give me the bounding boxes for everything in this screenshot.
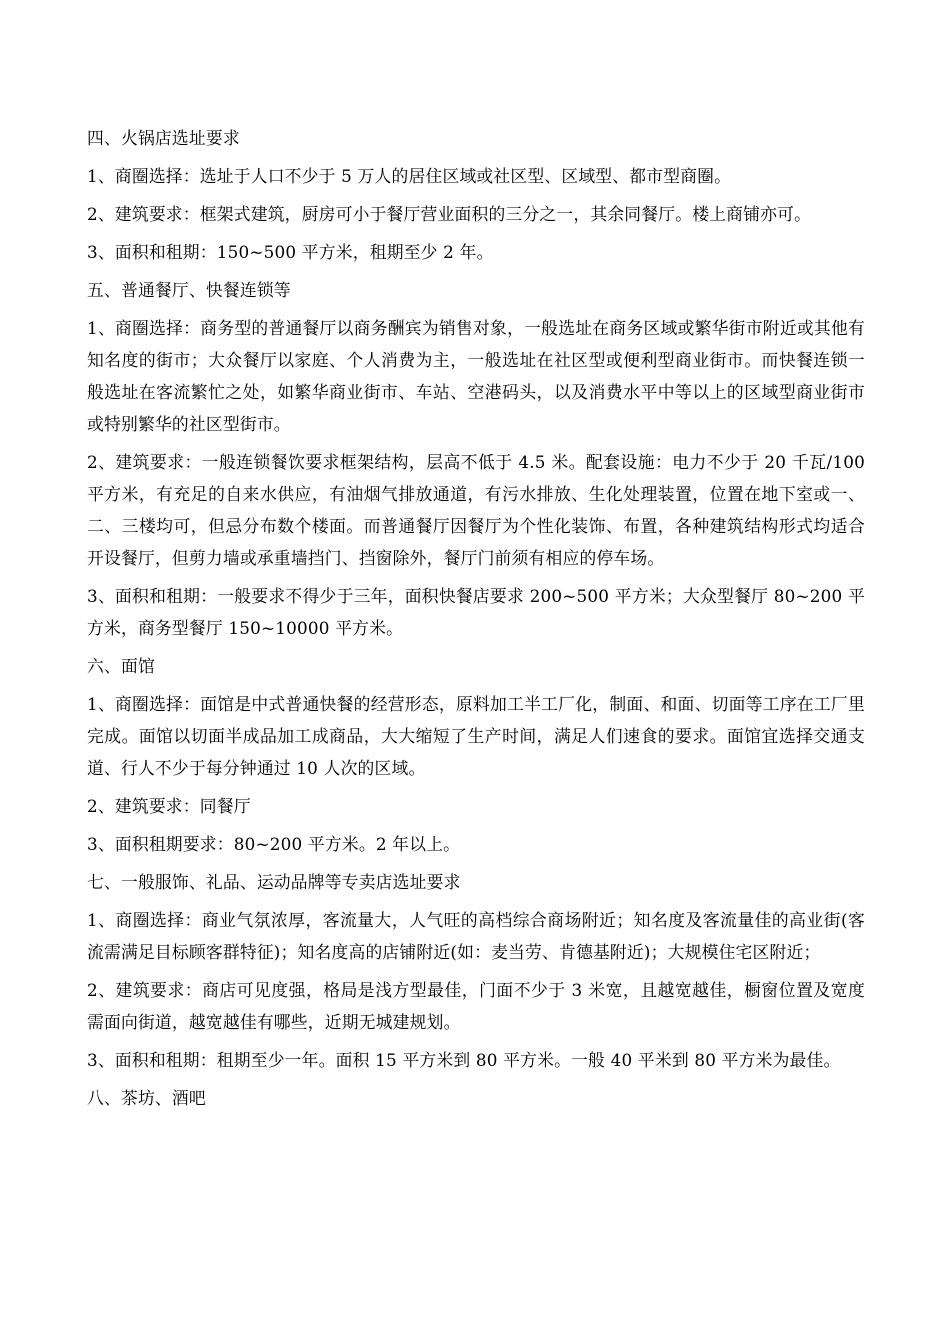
heading-restaurant-fastfood: 五、普通餐厅、快餐连锁等 [87,280,291,300]
paragraph-store-trade-area: 1、商圈选择：商业气氛浓厚，客流量大，人气旺的高档综合商场附近；知名度及客流量佳的高业街(客流需满足目标顾客群特征)；知名度高的店铺附近(如：麦当劳、肯德基附近)；大规模住宅区附近； [87,910,865,962]
paragraph-noodle-area-lease: 3、面积租期要求：80~200 平方米。2 年以上。 [87,834,461,854]
heading-teahouse-bar: 八、茶坊、酒吧 [87,1088,206,1108]
paragraph-noodle-trade-area: 1、商圈选择：面馆是中式普通快餐的经营形态，原料加工半工厂化，制面、和面、切面等工序在工厂里完成。面馆以切面半成品加工成商品，大大缩短了生产时间，满足人们速食的要求。面馆宜选择交通支道、行人不少于每分钟通过 10 人次的区域。 [87,694,865,778]
paragraph-restaurant-trade-area: 1、商圈选择：商务型的普通餐厅以商务酬宾为销售对象，一般选址在商务区域或繁华街市附近或其他有知名度的街市；大众餐厅以家庭、个人消费为主，一般选址在社区型或便利型商业街市。而快餐连锁一般选址在客流繁忙之处，如繁华商业街市、车站、空港码头，以及消费水平中等以上的区域型商业街市或特别繁华的社区型街市。 [87,318,865,434]
heading-noodle-shop: 六、面馆 [87,656,155,676]
paragraph-store-area-lease: 3、面积和租期：租期至少一年。面积 15 平方米到 80 平方米。一般 40 平米到 80 平方米为最佳。 [87,1050,841,1070]
paragraph-hotpot-building: 2、建筑要求：框架式建筑，厨房可小于餐厅营业面积的三分之一，其余同餐厅。楼上商铺亦可。 [87,204,812,224]
paragraph-hotpot-area-lease: 3、面积和租期：150~500 平方米，租期至少 2 年。 [87,242,494,262]
document-body [87,122,865,1120]
paragraph-store-building: 2、建筑要求：商店可见度强，格局是浅方型最佳，门面不少于 3 米宽，且越宽越佳，橱窗位置及宽度需面向街道，越宽越佳有哪些，近期无城建规划。 [87,980,865,1032]
heading-specialty-store: 七、一般服饰、礼品、运动品牌等专卖店选址要求 [87,872,461,892]
heading-hotpot: 四、火锅店选址要求 [87,128,240,148]
paragraph-restaurant-building: 2、建筑要求：一般连锁餐饮要求框架结构，层高不低于 4.5 米。配套设施：电力不少于 20 千瓦/100 平方米，有充足的自来水供应，有油烟气排放通道，有污水排放、生化处理装置，位置在地下室或一、二、三楼均可，但忌分布数个楼面。而普通餐厅因餐厅为个性化装饰、布置，各种建筑结构形式均适合开设餐厅，但剪力墙或承重墙挡门、挡窗除外，餐厅门前须有相应的停车场。 [87,452,865,568]
paragraph-hotpot-trade-area: 1、商圈选择：选址于人口不少于 5 万人的居住区域或社区型、区域型、都市型商圈。 [87,166,732,186]
paragraph-restaurant-area-lease: 3、面积和租期：一般要求不得少于三年，面积快餐店要求 200~500 平方米；大众型餐厅 80~200 平方米，商务型餐厅 150~10000 平方米。 [87,586,865,638]
paragraph-noodle-building: 2、建筑要求：同餐厅 [87,796,251,816]
